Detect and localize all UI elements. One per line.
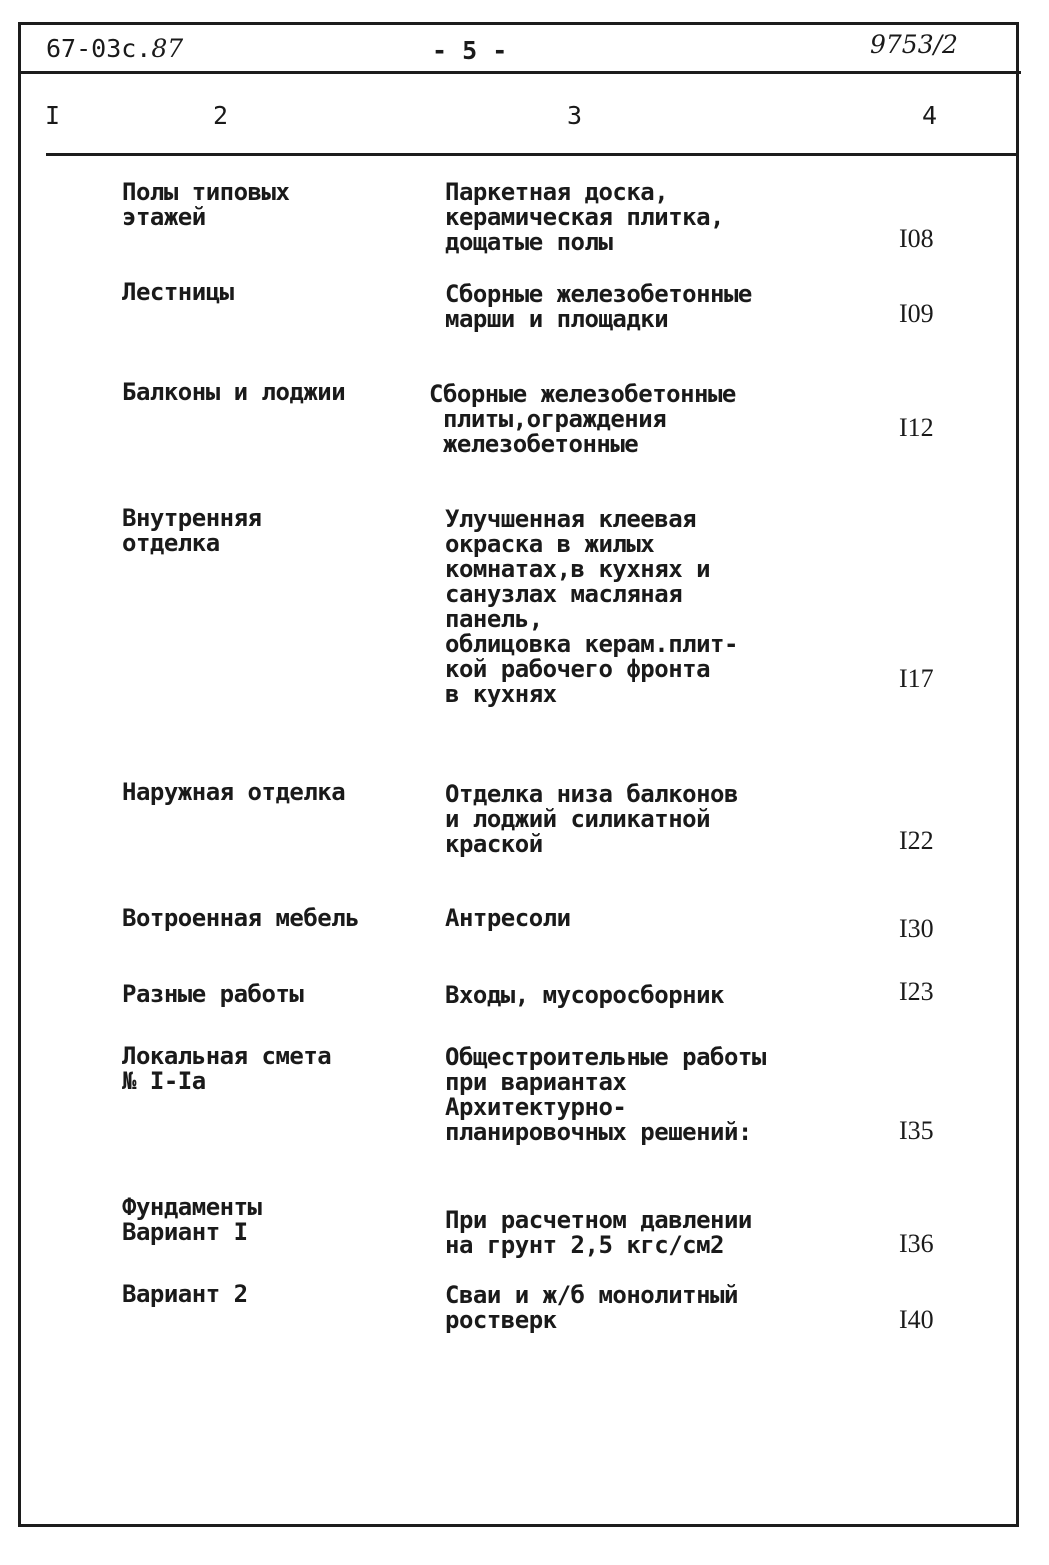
row-description: Сборные железобетонные марши и площадки <box>445 280 752 333</box>
column-number-2: 2 <box>213 101 229 130</box>
row-page-number: I40 <box>899 1305 934 1334</box>
row-element: Наружная отделка <box>122 778 346 806</box>
row-element: Полы типовых этажей <box>122 178 290 231</box>
row-description: Общестроительные работы при вариантах Архитектурно- планировочных решений: <box>445 1043 766 1146</box>
document-code <box>46 34 183 64</box>
row-page-number: I35 <box>899 1116 934 1145</box>
row-page-number: I09 <box>899 299 934 328</box>
row-page-number: I30 <box>899 914 934 943</box>
row-description: Антресоли <box>445 904 571 932</box>
row-element: Вариант 2 <box>122 1280 248 1308</box>
row-element: Балконы и лоджии <box>122 378 346 406</box>
row-page-number: I12 <box>899 413 934 442</box>
row-page-number: I22 <box>899 826 934 855</box>
row-description: Улучшенная клеевая окраска в жилых комнатах,в кухнях и санузлах масляная панель, облицовка керам.плит- кой рабочего фронта в кухнях <box>445 505 738 708</box>
row-description: Сваи и ж/б монолитный ростверк <box>445 1281 738 1334</box>
row-page-number: I17 <box>899 664 934 693</box>
page-number: - 5 - <box>432 36 508 65</box>
header-divider <box>18 71 1021 74</box>
row-description: Отделка низа балконов и лоджий силикатной краской <box>445 780 738 858</box>
row-element: Локальная смета № I-Iа <box>122 1042 332 1095</box>
column-number-4: 4 <box>922 101 938 130</box>
column-number-3: 3 <box>567 101 583 130</box>
row-element: Лестницы <box>122 278 234 306</box>
row-page-number: I08 <box>899 224 934 253</box>
row-description: Сборные железобетонные плиты,ограждения железобетонные <box>429 380 736 458</box>
column-header-divider <box>46 153 1018 156</box>
row-element: Внутренняя отделка <box>122 504 262 557</box>
row-element: Фундаменты Вариант I <box>122 1193 262 1246</box>
document-code-handwritten: 87 <box>151 34 184 63</box>
row-page-number: I23 <box>899 977 934 1006</box>
row-element: Разные работы <box>122 980 304 1008</box>
row-element: Вотроенная мебель <box>122 904 360 932</box>
row-description: Паркетная доска, керамическая плитка, дощатые полы <box>445 178 724 256</box>
column-number-1: I <box>45 101 61 130</box>
row-description: При расчетном давлении на грунт 2,5 кгс/см2 <box>445 1206 752 1259</box>
inventory-number: 9753/2 <box>870 30 958 59</box>
row-page-number: I36 <box>899 1229 934 1258</box>
document-code-printed: 67-03с. <box>46 34 152 63</box>
row-description: Входы, мусоросборник <box>445 981 724 1009</box>
